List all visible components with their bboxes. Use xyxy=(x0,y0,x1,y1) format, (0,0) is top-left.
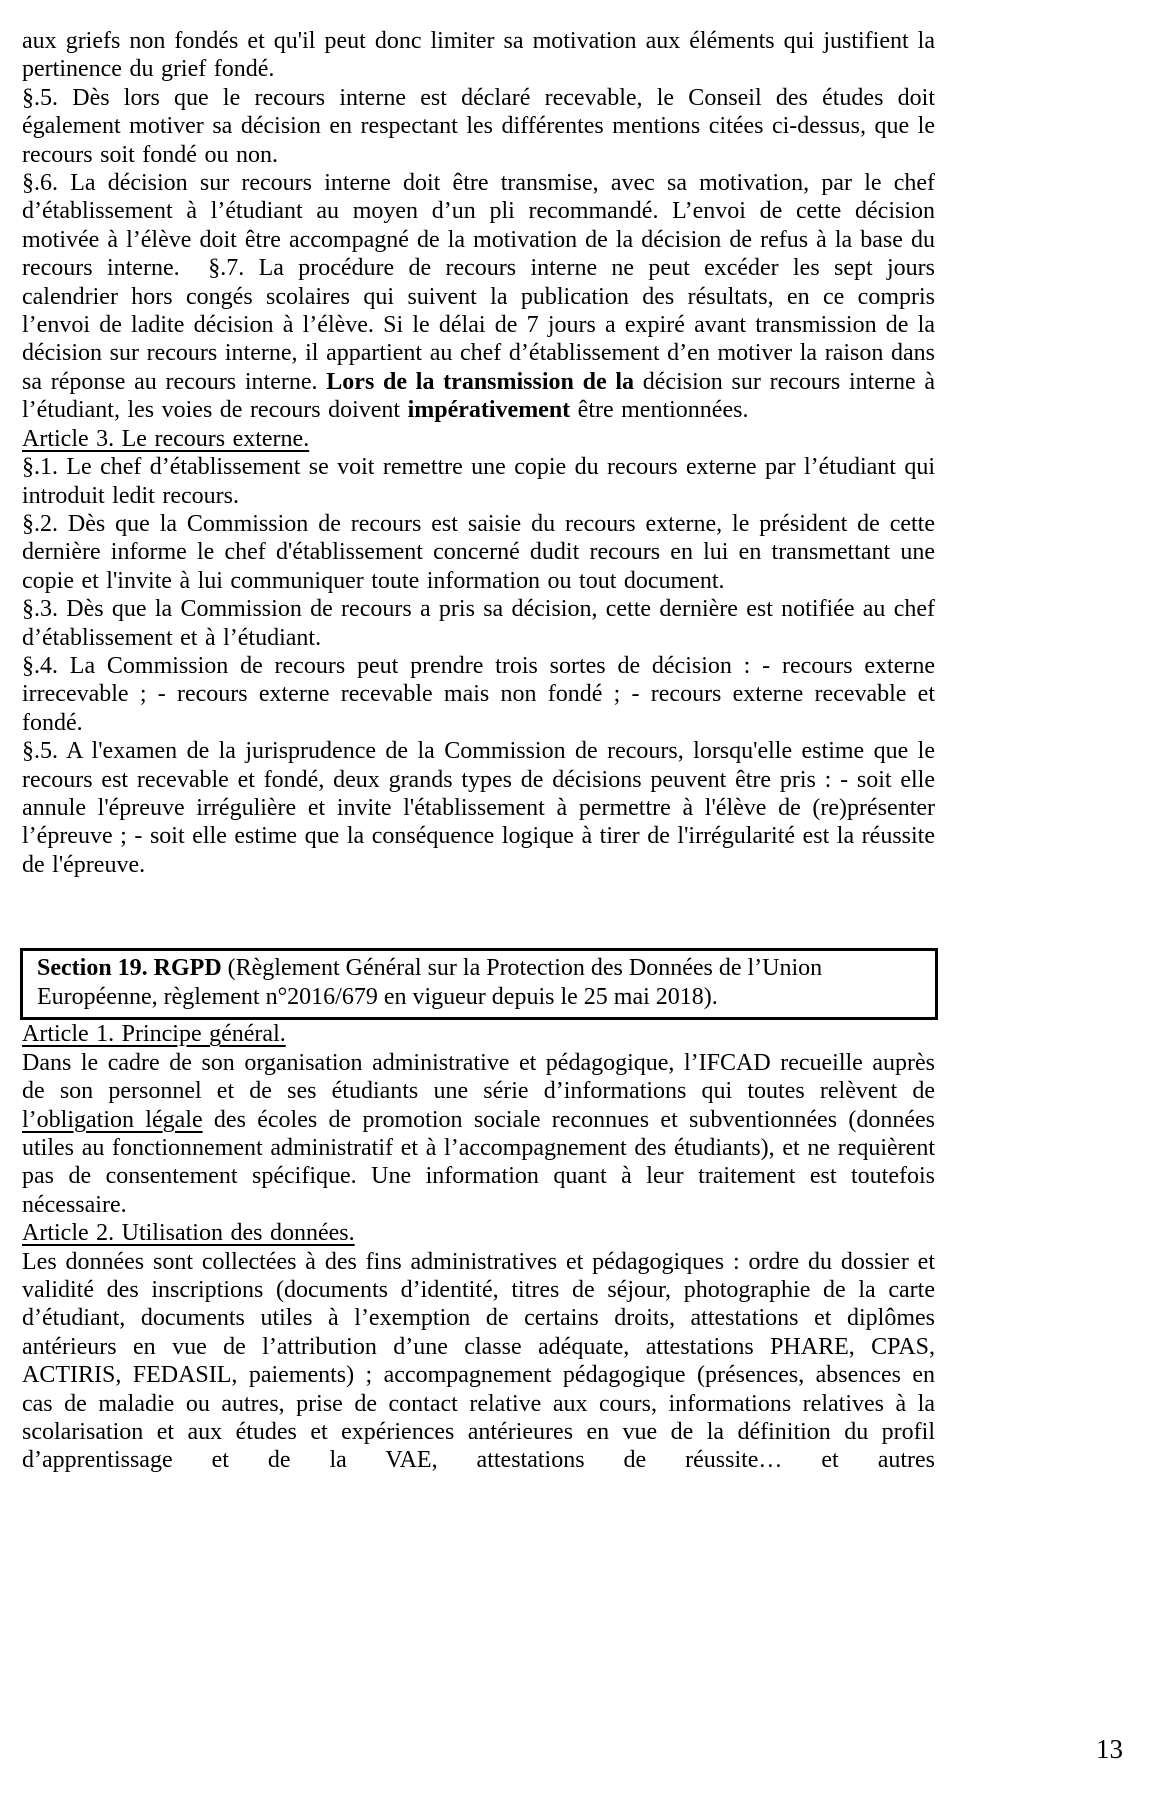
page-number: 13 xyxy=(1096,1734,1123,1764)
text-run: décision sur recours interne à l’étudiant, les voies de recours doivent xyxy=(22,368,935,424)
article-3-heading xyxy=(22,425,935,453)
article-3-heading-text: Article 3. Le recours externe. xyxy=(22,425,310,452)
document-body xyxy=(22,27,935,1475)
text-run-underlined: l’obligation légale xyxy=(22,1106,203,1133)
text-run: Dans le cadre de son organisation administrative et pédagogique, l’IFCAD recueille auprès de son personnel et de ses étudiants une série d’informations qui toutes relèvent de xyxy=(22,1049,935,1105)
article-1-heading xyxy=(22,1020,935,1048)
paragraph-grief-continuation: aux griefs non fondés et qu'il peut donc limiter sa motivation aux éléments qui justifient la pertinence du grief fondé. xyxy=(22,28,935,83)
section-19-title: Section 19. RGPD xyxy=(37,955,222,982)
text-run-bold: impérativement xyxy=(407,397,571,424)
paragraph-s5-recours-interne: §.5. Dès lors que le recours interne est déclaré recevable, le Conseil des études doit également motiver sa décision en respectant les différentes mentions citées ci-dessus, que le recours soit fondé ou non. xyxy=(22,84,935,168)
paragraph-a3-s4: §.4. La Commission de recours peut prendre trois sortes de décision : - recours externe irrecevable ; - recours externe recevable mais non fondé ; - recours externe recevable et fondé. xyxy=(22,652,935,736)
paragraph-a3-s5: §.5. A l'examen de la jurisprudence de la Commission de recours, lorsqu'elle estime que le recours est recevable et fondé, deux grands types de décisions peuvent être pris : - soit elle annule l'épreuve irrégulière et invite l'établissement à permettre à l'élève de (re)présenter l’épreuve ; - soit elle estime que la conséquence logique à tirer de l'irrégularité est la réussite de l'épreuve. xyxy=(22,738,935,878)
text-run: §.6. La décision sur recours interne doit être transmise, avec sa motivation, par le chef d’établissement à l’étudiant au moyen d’un pli recommandé. L’envoi de cette décision motivée à l’élève doit être accompagné de la motivation de la décision de refus à la base du recours interne. §.7. La procédure de recours interne ne peut excéder les sept jours calendrier hors congés scolaires qui suivent la publication des résultats, en ce compris l’envoi de ladite décision à l’élève. Si le délai de 7 jours a expiré avant transmission de la décision sur recours interne, il appartient au chef d’établissement d’en motiver la raison dans sa réponse au recours interne. xyxy=(22,170,935,395)
section-19-description: (Règlement Général sur la Protection des Données de l’Union Européenne, règlement n°2016/679 en vigueur depuis le 25 mai 2018). xyxy=(37,955,823,1010)
paragraph-s6-s7-recours-interne xyxy=(22,169,935,425)
paragraph-a3-s2: §.2. Dès que la Commission de recours est saisie du recours externe, le président de cette dernière informe le chef d'établissement concerné dudit recours en lui en transmettant une copie et l'invite à lui communiquer toute information ou tout document. xyxy=(22,510,935,594)
text-run: être mentionnées. xyxy=(570,397,749,424)
paragraph-a3-s1: §.1. Le chef d’établissement se voit remettre une copie du recours externe par l’étudiant qui introduit ledit recours. xyxy=(22,454,935,509)
paragraph-a3-s3: §.3. Dès que la Commission de recours a pris sa décision, cette dernière est notifiée au chef d’établissement et à l’étudiant. xyxy=(22,596,935,651)
article-2-heading xyxy=(22,1219,935,1247)
text-run: des écoles de promotion sociale reconnues et subventionnées (données utiles au fonctionnement administratif et à l’accompagnement des étudiants), et ne requièrent pas de consentement spécifique. Une information quant à leur traitement est toutefois nécessaire. xyxy=(22,1106,935,1218)
section-19-box xyxy=(20,948,938,1020)
paragraph-a1-principe xyxy=(22,1049,935,1219)
article-2-heading-text: Article 2. Utilisation des données. xyxy=(22,1220,355,1247)
text-run-bold: Lors de la transmission de la xyxy=(326,368,643,395)
article-1-heading-text: Article 1. Principe général. xyxy=(22,1021,286,1048)
paragraph-a2-donnees: Les données sont collectées à des fins administratives et pédagogiques : ordre du dossier et validité des inscriptions (documents d’identité, titres de séjour, photographie de la carte d’étudiant, documents utiles à l’exemption de certains droits, attestations et diplômes antérieurs en vue de l’attribution d’une classe adéquate, attestations PHARE, CPAS, ACTIRIS, FEDASIL, paiements) ; accompagnement pédagogique (présences, absences en cas de maladie ou autres, prise de contact relative aux cours, informations relatives à la scolarisation et aux études et expériences antérieures en vue de la définition du profil d’apprentissage et de la VAE, attestations de réussite… et autres xyxy=(22,1248,935,1474)
